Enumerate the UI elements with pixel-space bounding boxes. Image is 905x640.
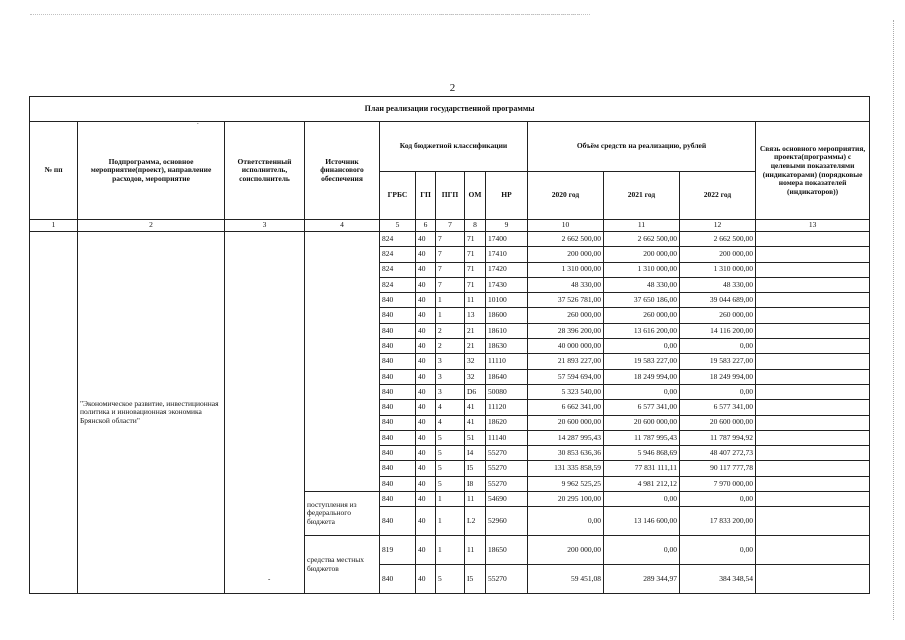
cell-y2021: 260 000,00 (604, 308, 680, 323)
cell-y2022: 7 970 000,00 (680, 476, 756, 491)
header-nr: НР (486, 172, 528, 220)
cell-gp: 40 (416, 565, 436, 594)
cell-grbs: 840 (380, 415, 416, 430)
cell-link (756, 354, 870, 369)
cell-nr: 18600 (486, 308, 528, 323)
cell-y2021: 19 583 227,00 (604, 354, 680, 369)
cell-om: 51 (465, 430, 486, 445)
cell-om: 71 (465, 232, 486, 247)
cell-link (756, 323, 870, 338)
cell-link (756, 247, 870, 262)
header-2020: 2020 год (528, 172, 604, 220)
cell-y2020: 2 662 500,00 (528, 232, 604, 247)
cell-y2022: 200 000,00 (680, 247, 756, 262)
scan-mark: . (197, 118, 199, 126)
cell-gp: 40 (416, 492, 436, 507)
cell-y2020: 9 962 525,25 (528, 476, 604, 491)
cell-pgp: 7 (436, 262, 465, 277)
cell-y2021: 0,00 (604, 492, 680, 507)
cell-y2022: 11 787 994,92 (680, 430, 756, 445)
cell-pgp: 5 (436, 430, 465, 445)
column-number: 9 (486, 220, 528, 232)
cell-y2020: 30 853 636,36 (528, 446, 604, 461)
cell-grbs: 840 (380, 323, 416, 338)
cell-grbs: 840 (380, 476, 416, 491)
cell-pgp: 7 (436, 232, 465, 247)
cell-gp: 40 (416, 415, 436, 430)
cell-y2021: 4 981 212,12 (604, 476, 680, 491)
cell-pgp: 1 (436, 536, 465, 565)
cell-y2020: 20 600 000,00 (528, 415, 604, 430)
cell-grbs: 840 (380, 565, 416, 594)
cell-pgp: 2 (436, 339, 465, 354)
cell-gp: 40 (416, 262, 436, 277)
cell-y2020: 131 335 858,59 (528, 461, 604, 476)
cell-gp: 40 (416, 400, 436, 415)
column-number: 6 (416, 220, 436, 232)
cell-pgp: 5 (436, 476, 465, 491)
implementation-plan-table (29, 96, 870, 594)
cell-y2021: 0,00 (604, 536, 680, 565)
cell-y2022: 19 583 227,00 (680, 354, 756, 369)
cell-y2022: 2 662 500,00 (680, 232, 756, 247)
header-volume: Объём средств на реализацию, рублей (528, 122, 756, 172)
cell-pgp: 4 (436, 415, 465, 430)
cell-y2020: 0,00 (528, 507, 604, 536)
cell-y2022: 260 000,00 (680, 308, 756, 323)
source-local: средства местных бюджетов (305, 536, 380, 594)
cell-grbs: 824 (380, 247, 416, 262)
column-number: 2 (78, 220, 225, 232)
cell-pgp: 1 (436, 492, 465, 507)
cell-gp: 40 (416, 308, 436, 323)
column-number: 10 (528, 220, 604, 232)
cell-nr: 11140 (486, 430, 528, 445)
page-number: 2 (449, 82, 456, 94)
cell-y2021: 289 344,97 (604, 565, 680, 594)
column-number: 7 (436, 220, 465, 232)
cell-y2021: 6 577 341,00 (604, 400, 680, 415)
cell-y2022: 90 117 777,78 (680, 461, 756, 476)
cell-link (756, 384, 870, 399)
cell-gp: 40 (416, 293, 436, 308)
cell-grbs: 840 (380, 369, 416, 384)
cell-pgp: 5 (436, 461, 465, 476)
header-2021: 2021 год (604, 172, 680, 220)
cell-om: 13 (465, 308, 486, 323)
column-number: 5 (380, 220, 416, 232)
cell-om: I8 (465, 476, 486, 491)
cell-nr: 17400 (486, 232, 528, 247)
cell-link (756, 565, 870, 594)
cell-link (756, 507, 870, 536)
cell-link (756, 277, 870, 292)
cell-om: 32 (465, 369, 486, 384)
cell-y2020: 28 396 200,00 (528, 323, 604, 338)
cell-om: 21 (465, 339, 486, 354)
column-number: 11 (604, 220, 680, 232)
cell-nr: 55270 (486, 446, 528, 461)
header-grbs: ГРБС (380, 172, 416, 220)
header-gp: ГП (416, 172, 436, 220)
cell-gp: 40 (416, 476, 436, 491)
column-number: 1 (30, 220, 78, 232)
cell-no (30, 232, 78, 594)
cell-grbs: 840 (380, 354, 416, 369)
cell-grbs: 840 (380, 507, 416, 536)
cell-y2021: 0,00 (604, 339, 680, 354)
cell-link (756, 308, 870, 323)
cell-link (756, 339, 870, 354)
cell-gp: 40 (416, 339, 436, 354)
cell-y2020: 48 330,00 (528, 277, 604, 292)
cell-responsible (225, 232, 305, 594)
cell-y2021: 11 787 995,43 (604, 430, 680, 445)
cell-gp: 40 (416, 277, 436, 292)
cell-link (756, 476, 870, 491)
cell-y2020: 6 662 341,00 (528, 400, 604, 415)
cell-y2021: 20 600 000,00 (604, 415, 680, 430)
cell-link (756, 415, 870, 430)
cell-nr: 17410 (486, 247, 528, 262)
header-source: Источник финансового обеспечения (305, 122, 380, 220)
cell-gp: 40 (416, 247, 436, 262)
cell-y2022: 17 833 200,00 (680, 507, 756, 536)
cell-grbs: 840 (380, 400, 416, 415)
cell-gp: 40 (416, 232, 436, 247)
cell-grbs: 840 (380, 430, 416, 445)
cell-pgp: 7 (436, 277, 465, 292)
cell-pgp: 3 (436, 354, 465, 369)
cell-y2020: 200 000,00 (528, 247, 604, 262)
cell-gp: 40 (416, 354, 436, 369)
cell-nr: 18630 (486, 339, 528, 354)
cell-om: D6 (465, 384, 486, 399)
cell-gp: 40 (416, 384, 436, 399)
cell-y2022: 6 577 341,00 (680, 400, 756, 415)
cell-link (756, 430, 870, 445)
program-name-cell: "Экономическое развитие, инвестиционная политика и инновационная экономика Брянской области" (78, 232, 225, 594)
cell-link (756, 369, 870, 384)
cell-y2022: 14 116 200,00 (680, 323, 756, 338)
header-subprogram: Подпрограмма, основное мероприятие(проект), направление расходов, мероприятие (78, 122, 225, 220)
cell-pgp: 3 (436, 384, 465, 399)
column-number: 12 (680, 220, 756, 232)
cell-grbs: 840 (380, 339, 416, 354)
cell-gp: 40 (416, 323, 436, 338)
cell-gp: 40 (416, 536, 436, 565)
cell-pgp: 1 (436, 507, 465, 536)
cell-y2022: 39 044 689,00 (680, 293, 756, 308)
cell-grbs: 840 (380, 446, 416, 461)
cell-y2021: 0,00 (604, 384, 680, 399)
table-title: План реализации государственной программы (30, 97, 870, 122)
cell-link (756, 461, 870, 476)
cell-y2022: 20 600 000,00 (680, 415, 756, 430)
cell-link (756, 293, 870, 308)
cell-pgp: 1 (436, 293, 465, 308)
cell-grbs: 840 (380, 461, 416, 476)
cell-nr: 55270 (486, 461, 528, 476)
column-number: 8 (465, 220, 486, 232)
cell-y2020: 14 287 995,43 (528, 430, 604, 445)
table-row (30, 232, 870, 247)
cell-nr: 17420 (486, 262, 528, 277)
cell-nr: 11110 (486, 354, 528, 369)
cell-om: L2 (465, 507, 486, 536)
cell-om: 71 (465, 277, 486, 292)
cell-link (756, 536, 870, 565)
cell-nr: 18650 (486, 536, 528, 565)
cell-y2022: 0,00 (680, 492, 756, 507)
cell-om: 11 (465, 492, 486, 507)
cell-gp: 40 (416, 461, 436, 476)
column-number: 4 (305, 220, 380, 232)
column-number: 13 (756, 220, 870, 232)
cell-grbs: 840 (380, 384, 416, 399)
cell-nr: 52960 (486, 507, 528, 536)
header-link: Связь основного мероприятия, проекта(программы) с целевыми показателями (индикаторами) (порядковые номера показателей (индикаторов)) (756, 122, 870, 220)
cell-nr: 55270 (486, 565, 528, 594)
cell-nr: 18640 (486, 369, 528, 384)
cell-om: 71 (465, 247, 486, 262)
cell-y2020: 5 323 540,00 (528, 384, 604, 399)
cell-y2021: 48 330,00 (604, 277, 680, 292)
cell-y2022: 384 348,54 (680, 565, 756, 594)
cell-om: 32 (465, 354, 486, 369)
cell-link (756, 400, 870, 415)
cell-om: 41 (465, 400, 486, 415)
cell-y2020: 1 310 000,00 (528, 262, 604, 277)
cell-y2020: 59 451,08 (528, 565, 604, 594)
cell-nr: 17430 (486, 277, 528, 292)
scan-edge (893, 20, 895, 620)
cell-y2021: 37 650 186,00 (604, 293, 680, 308)
header-no: № пп (30, 122, 78, 220)
cell-y2022: 0,00 (680, 339, 756, 354)
cell-y2022: 0,00 (680, 384, 756, 399)
cell-y2022: 18 249 994,00 (680, 369, 756, 384)
cell-y2022: 48 407 272,73 (680, 446, 756, 461)
cell-pgp: 5 (436, 446, 465, 461)
cell-pgp: 1 (436, 308, 465, 323)
cell-om: 11 (465, 293, 486, 308)
cell-link (756, 262, 870, 277)
cell-nr: 50080 (486, 384, 528, 399)
header-om: ОМ (465, 172, 486, 220)
cell-y2021: 5 946 868,69 (604, 446, 680, 461)
cell-grbs: 840 (380, 293, 416, 308)
cell-om: 21 (465, 323, 486, 338)
column-number: 3 (225, 220, 305, 232)
cell-source (305, 232, 380, 492)
cell-grbs: 819 (380, 536, 416, 565)
cell-gp: 40 (416, 369, 436, 384)
cell-gp: 40 (416, 446, 436, 461)
header-pgp: ПГП (436, 172, 465, 220)
cell-y2020: 57 594 694,00 (528, 369, 604, 384)
cell-nr: 54690 (486, 492, 528, 507)
cell-y2022: 48 330,00 (680, 277, 756, 292)
cell-y2021: 200 000,00 (604, 247, 680, 262)
cell-y2021: 13 616 200,00 (604, 323, 680, 338)
cell-link (756, 492, 870, 507)
cell-link (756, 446, 870, 461)
cell-pgp: 7 (436, 247, 465, 262)
cell-grbs: 840 (380, 492, 416, 507)
table-body (30, 232, 870, 594)
cell-y2021: 2 662 500,00 (604, 232, 680, 247)
cell-grbs: 840 (380, 308, 416, 323)
source-federal: поступления из федерального бюджета (305, 492, 380, 536)
cell-om: 71 (465, 262, 486, 277)
cell-nr: 55270 (486, 476, 528, 491)
cell-link (756, 232, 870, 247)
cell-pgp: 5 (436, 565, 465, 594)
cell-y2021: 18 249 994,00 (604, 369, 680, 384)
cell-y2022: 0,00 (680, 536, 756, 565)
cell-nr: 10100 (486, 293, 528, 308)
cell-nr: 18610 (486, 323, 528, 338)
header-responsible: Ответственный исполнитель, соисполнитель (225, 122, 305, 220)
cell-grbs: 824 (380, 232, 416, 247)
cell-grbs: 824 (380, 262, 416, 277)
column-number-row (30, 220, 870, 232)
cell-y2020: 40 000 000,00 (528, 339, 604, 354)
cell-om: I5 (465, 461, 486, 476)
scan-artifact (440, 14, 580, 17)
header-budget-code: Код бюджетной классификации (380, 122, 528, 172)
cell-grbs: 824 (380, 277, 416, 292)
cell-y2021: 1 310 000,00 (604, 262, 680, 277)
cell-nr: 11120 (486, 400, 528, 415)
cell-y2020: 21 893 227,00 (528, 354, 604, 369)
cell-om: I4 (465, 446, 486, 461)
cell-gp: 40 (416, 507, 436, 536)
cell-pgp: 4 (436, 400, 465, 415)
cell-gp: 40 (416, 430, 436, 445)
cell-om: I5 (465, 565, 486, 594)
cell-pgp: 2 (436, 323, 465, 338)
cell-y2021: 77 831 111,11 (604, 461, 680, 476)
cell-om: 11 (465, 536, 486, 565)
cell-pgp: 3 (436, 369, 465, 384)
header-2022: 2022 год (680, 172, 756, 220)
cell-y2020: 260 000,00 (528, 308, 604, 323)
cell-y2022: 1 310 000,00 (680, 262, 756, 277)
cell-om: 41 (465, 415, 486, 430)
cell-y2020: 200 000,00 (528, 536, 604, 565)
cell-y2020: 37 526 781,00 (528, 293, 604, 308)
cell-nr: 18620 (486, 415, 528, 430)
cell-y2020: 20 295 100,00 (528, 492, 604, 507)
cell-y2021: 13 146 600,00 (604, 507, 680, 536)
scan-mark: - (268, 575, 271, 583)
